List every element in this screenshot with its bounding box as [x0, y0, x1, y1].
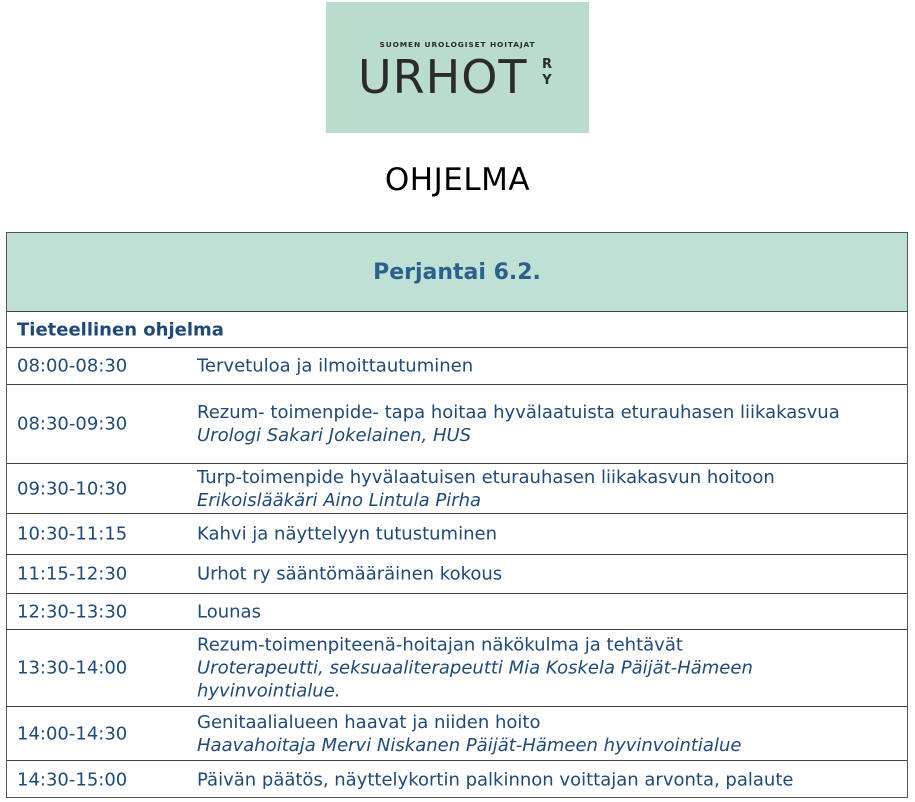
row-speaker: Urologi Sakari Jokelainen, HUS: [197, 425, 472, 446]
urhot-logo: [326, 2, 589, 133]
program-row: [7, 385, 907, 464]
row-description: [197, 401, 897, 447]
section-header: [7, 312, 907, 348]
row-time: 10:30-11:15: [17, 523, 128, 545]
program-row: [7, 348, 907, 385]
row-description: [197, 466, 897, 512]
page-title: OHJELMA: [384, 162, 531, 198]
row-title: Genitaalialueen haavat ja niiden hoito: [197, 711, 541, 733]
logo-suffix-r: R: [541, 57, 552, 72]
row-description: [197, 563, 897, 586]
row-title: Tervetuloa ja ilmoittautuminen: [197, 355, 474, 377]
row-time: 09:30-10:30: [17, 478, 128, 499]
logo-tagline: SUOMEN UROLOGISET HOITAJAT: [379, 40, 536, 49]
program-table: [6, 232, 908, 798]
day-header: [7, 233, 907, 312]
row-title: Kahvi ja näyttelyyn tutustuminen: [197, 523, 497, 545]
row-title: Urhot ry sääntömääräinen kokous: [197, 563, 503, 585]
program-row: [7, 555, 907, 594]
row-time: 08:30-09:30: [17, 413, 128, 435]
row-description: [197, 355, 897, 378]
row-speaker: Erikoislääkäri Aino Lintula Pirha: [197, 489, 482, 511]
row-title: Turp-toimenpide hyvälaatuisen eturauhasen liikakasvun hoitoon: [197, 466, 775, 488]
row-speaker: Haavahoitaja Mervi Niskanen Päijät-Hämeen hyvinvointialue: [197, 734, 742, 756]
program-row: [7, 464, 907, 514]
program-row: [7, 594, 907, 630]
row-title: Päivän päätös, näyttelykortin palkinnon voittajan arvonta, palaute: [197, 769, 794, 791]
program-row: [7, 514, 907, 555]
day-label: Perjantai 6.2.: [373, 259, 541, 285]
row-speaker: Uroterapeutti, seksuaaliterapeutti Mia Koskela Päijät-Hämeen hyvinvointialue.: [197, 657, 753, 702]
program-row: [7, 630, 907, 707]
row-title: Rezum-toimenpiteenä-hoitajan näkökulma ja tehtävät: [197, 634, 683, 656]
row-time: 13:30-14:00: [17, 657, 128, 679]
row-time: 14:00-14:30: [17, 723, 128, 744]
logo-suffix: [540, 57, 554, 89]
program-row: [7, 707, 907, 761]
row-time: 11:15-12:30: [17, 563, 128, 585]
logo-suffix-y: Y: [542, 73, 552, 88]
row-title: Lounas: [197, 601, 261, 622]
row-description: [197, 769, 897, 792]
row-description: [197, 523, 897, 546]
section-label: Tieteellinen ohjelma: [17, 319, 224, 340]
logo-wordmark: URHOT: [358, 50, 528, 104]
row-description: [197, 711, 897, 757]
program-row: [7, 761, 907, 799]
row-time: 08:00-08:30: [17, 355, 128, 377]
row-title: Rezum- toimenpide- tapa hoitaa hyvälaatuista eturauhasen liikakasvua: [197, 402, 840, 423]
row-time: 12:30-13:30: [17, 601, 128, 622]
row-description: [197, 600, 897, 623]
row-description: [197, 634, 897, 703]
row-time: 14:30-15:00: [17, 769, 128, 791]
